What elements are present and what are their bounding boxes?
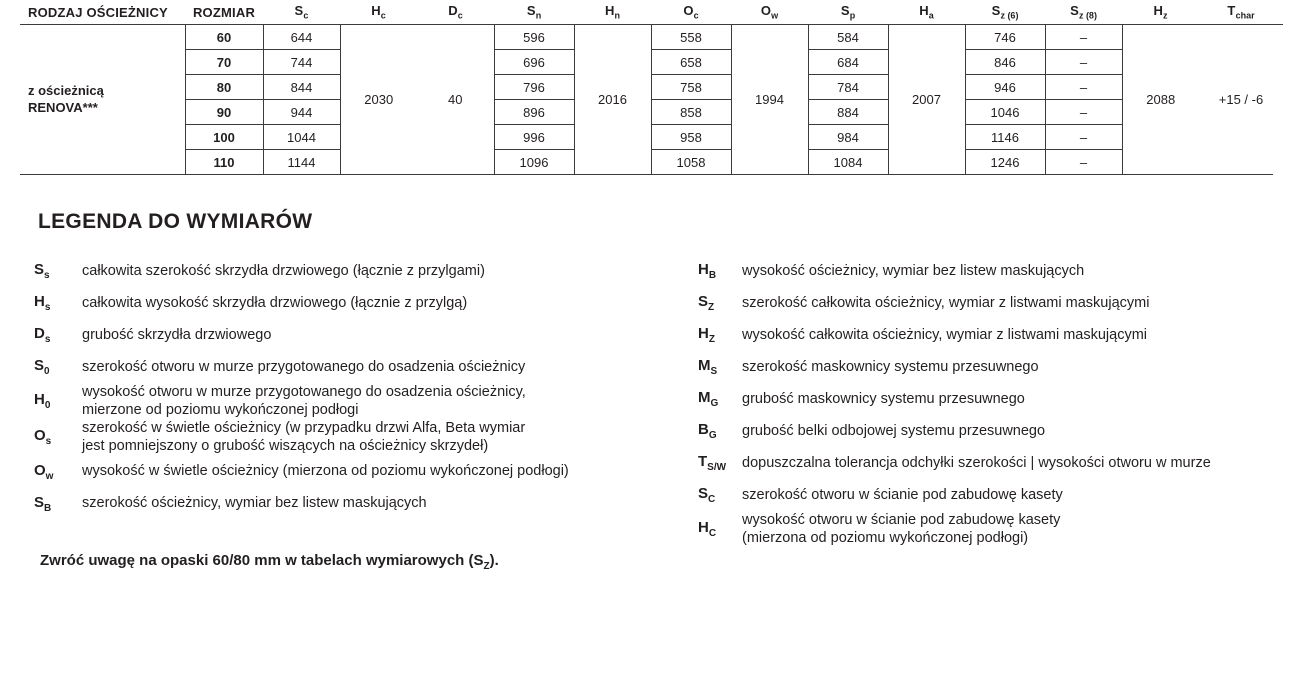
- legend-item: [690, 351, 1280, 383]
- cell-sn: 696: [494, 50, 574, 75]
- col-header-sc: $S_c$: [263, 0, 340, 25]
- legend-text: szerokość otworu w ścianie pod zabudowę kasety: [742, 486, 1063, 503]
- legend-symbol: $O_w$: [34, 461, 54, 482]
- col-header-hc: $H_c$: [340, 0, 417, 25]
- cell-sn: 1096: [494, 150, 574, 175]
- table-bottom-rule: [20, 174, 1273, 175]
- col-header-tchar: $T_{char}$: [1199, 0, 1283, 25]
- legend-symbol: $H_0$: [34, 391, 51, 412]
- legend-text: całkowita szerokość skrzydła drzwiowego (łącznie z przylgami): [82, 262, 485, 279]
- legend-text: dopuszczalna tolerancja odchyłki szerokości | wysokości otworu w murze: [742, 454, 1211, 471]
- legend-text: całkowita wysokość skrzydła drzwiowego (łącznie z przylgą): [82, 294, 468, 311]
- legend-item: [30, 351, 690, 383]
- legend-symbol: $H_Z$: [698, 325, 715, 345]
- cell-sz8: –: [1045, 150, 1122, 175]
- table-row: [20, 25, 1283, 50]
- cell-size: 70: [185, 50, 263, 75]
- col-header-sp: $S_p$: [808, 0, 888, 25]
- cell-sz6: 946: [965, 75, 1045, 100]
- cell-oc: 658: [651, 50, 731, 75]
- legend-item: [30, 419, 690, 455]
- legend-symbol: $S_B$: [34, 493, 52, 514]
- cell-tchar-merged: +15 / -6: [1218, 92, 1264, 107]
- cell-sz6: 846: [965, 50, 1045, 75]
- legend-note: Zwróć uwagę na opaski 60/80 mm w tabelach wymiarowych $(S_Z)$.: [40, 552, 499, 572]
- cell-frame-type: z ościeżnicą RENOVA***: [28, 83, 104, 115]
- cell-sc: 744: [263, 50, 340, 75]
- legend-text: wysokość całkowita ościeżnicy, wymiar z listwami maskującymi: [742, 326, 1148, 343]
- cell-sz8: –: [1045, 50, 1122, 75]
- legend-symbol: $O_s$: [34, 427, 52, 448]
- col-header-sz8: $S_{z (8)}$: [1045, 0, 1122, 25]
- legend-symbol: $S_C$: [698, 485, 716, 505]
- cell-dc-merged: 40: [448, 92, 463, 107]
- cell-oc: 858: [651, 100, 731, 125]
- legend-symbol: $H_s$: [34, 293, 51, 313]
- col-header-oc: $O_c$: [651, 0, 731, 25]
- dimensions-table: [20, 0, 1283, 174]
- cell-size: 110: [185, 150, 263, 175]
- cell-sp: 984: [808, 125, 888, 150]
- legend-symbol: $S_0$: [34, 357, 50, 377]
- legend-text: szerokość całkowita ościeżnicy, wymiar z listwami maskującymi: [742, 294, 1150, 311]
- legend-symbol: $H_B$: [698, 261, 717, 281]
- legend-item: [30, 287, 690, 319]
- col-header-sn: $S_n$: [494, 0, 574, 25]
- cell-sz8: –: [1045, 100, 1122, 125]
- col-header-ha: $H_a$: [888, 0, 965, 25]
- cell-sc: 844: [263, 75, 340, 100]
- legend-text: grubość belki odbojowej systemu przesuwnego: [742, 422, 1046, 439]
- col-header-ow: $O_w$: [731, 0, 808, 25]
- cell-sn: 796: [494, 75, 574, 100]
- cell-hn-merged: 2016: [598, 92, 627, 107]
- col-header-sz6: $S_{z (6)}$: [965, 0, 1045, 25]
- legend-text: wysokość otworu w murze przygotowanego do osadzenia ościeżnicy, mierzone od poziomu wykończonej podłogi: [82, 384, 526, 419]
- table-row: [20, 125, 1283, 150]
- legend-symbol: $M_S$: [698, 357, 718, 377]
- cell-size: 60: [185, 25, 263, 50]
- legend-item: [690, 255, 1280, 287]
- legend-text: szerokość otworu w murze przygotowanego do osadzenia ościeżnicy: [82, 358, 526, 375]
- legend-item: [30, 383, 690, 419]
- cell-sc: 644: [263, 25, 340, 50]
- cell-sc: 1144: [263, 150, 340, 175]
- cell-sz8: –: [1045, 125, 1122, 150]
- table-row: [20, 75, 1283, 100]
- cell-sp: 584: [808, 25, 888, 50]
- legend-container: [30, 255, 1280, 547]
- legend-symbol: $T_{S/W}$: [698, 453, 727, 473]
- legend-item: [690, 415, 1280, 447]
- legend-column-right: [690, 255, 1280, 547]
- legend-symbol: $S_s$: [34, 261, 50, 281]
- cell-ow-merged: 1994: [755, 92, 784, 107]
- legend-text: wysokość otworu w ścianie pod zabudowę kasety (mierzona od poziomu wykończonej podłogi): [742, 512, 1061, 547]
- cell-sn: 596: [494, 25, 574, 50]
- cell-sz8: –: [1045, 25, 1122, 50]
- cell-oc: 558: [651, 25, 731, 50]
- cell-sp: 884: [808, 100, 888, 125]
- col-header-size: ROZMIAR: [185, 0, 263, 25]
- legend-text: szerokość w świetle ościeżnicy (w przypadku drzwi Alfa, Beta wymiar jest pomniejszony o grubość wiszących na ościeżnicy skrzydeł): [82, 420, 526, 455]
- legend-text: szerokość maskownicy systemu przesuwnego: [742, 358, 1039, 375]
- legend-item: [30, 456, 690, 488]
- legend-text: wysokość w świetle ościeżnicy (mierzona od poziomu wykończonej podłogi): [82, 463, 569, 480]
- cell-sn: 896: [494, 100, 574, 125]
- cell-sp: 784: [808, 75, 888, 100]
- legend-item: [30, 488, 690, 520]
- cell-size: 80: [185, 75, 263, 100]
- legend-symbol: $D_s$: [34, 325, 51, 345]
- cell-oc: 758: [651, 75, 731, 100]
- cell-sc: 1044: [263, 125, 340, 150]
- col-header-type: RODZAJ OŚCIEŻNICY: [20, 0, 185, 25]
- dimensions-table-container: [20, 0, 1273, 175]
- legend-item: [690, 511, 1280, 547]
- col-header-hz: $H_z$: [1122, 0, 1199, 25]
- legend-item: [690, 479, 1280, 511]
- cell-oc: 958: [651, 125, 731, 150]
- col-header-dc: $D_c$: [417, 0, 494, 25]
- legend-text: grubość skrzydła drzwiowego: [82, 326, 272, 343]
- legend-column-left: [30, 255, 690, 547]
- table-row: [20, 150, 1283, 175]
- cell-size: 100: [185, 125, 263, 150]
- legend-symbol: $M_G$: [698, 389, 719, 409]
- table-header-row: [20, 0, 1283, 25]
- table-row: [20, 100, 1283, 125]
- cell-size: 90: [185, 100, 263, 125]
- col-header-hn: $H_n$: [574, 0, 651, 25]
- cell-sz6: 746: [965, 25, 1045, 50]
- legend-item: [690, 287, 1280, 319]
- cell-sz6: 1146: [965, 125, 1045, 150]
- legend-text: wysokość ościeżnicy, wymiar bez listew maskujących: [742, 262, 1085, 279]
- cell-sc: 944: [263, 100, 340, 125]
- cell-sp: 684: [808, 50, 888, 75]
- cell-hz-merged: 2088: [1146, 92, 1176, 107]
- cell-sz6: 1246: [965, 150, 1045, 175]
- cell-sz6: 1046: [965, 100, 1045, 125]
- legend-item: [30, 319, 690, 351]
- cell-oc: 1058: [651, 150, 731, 175]
- cell-ha-merged: 2007: [912, 92, 941, 107]
- cell-hc-merged: 2030: [364, 92, 394, 107]
- legend-symbol: $B_G$: [698, 421, 717, 441]
- legend-item: [690, 319, 1280, 351]
- legend-symbol: $H_C$: [698, 519, 717, 540]
- cell-sp: 1084: [808, 150, 888, 175]
- legend-item: [690, 383, 1280, 415]
- legend-text: szerokość ościeżnicy, wymiar bez listew maskujących: [82, 495, 427, 512]
- table-row: [20, 50, 1283, 75]
- legend-text: grubość maskownicy systemu przesuwnego: [742, 390, 1025, 407]
- legend-symbol: $S_Z$: [698, 293, 715, 313]
- legend-item: [690, 447, 1280, 479]
- legend-item: [30, 255, 690, 287]
- legend-title: LEGENDA DO WYMIARÓW: [38, 210, 313, 233]
- cell-sz8: –: [1045, 75, 1122, 100]
- cell-sn: 996: [494, 125, 574, 150]
